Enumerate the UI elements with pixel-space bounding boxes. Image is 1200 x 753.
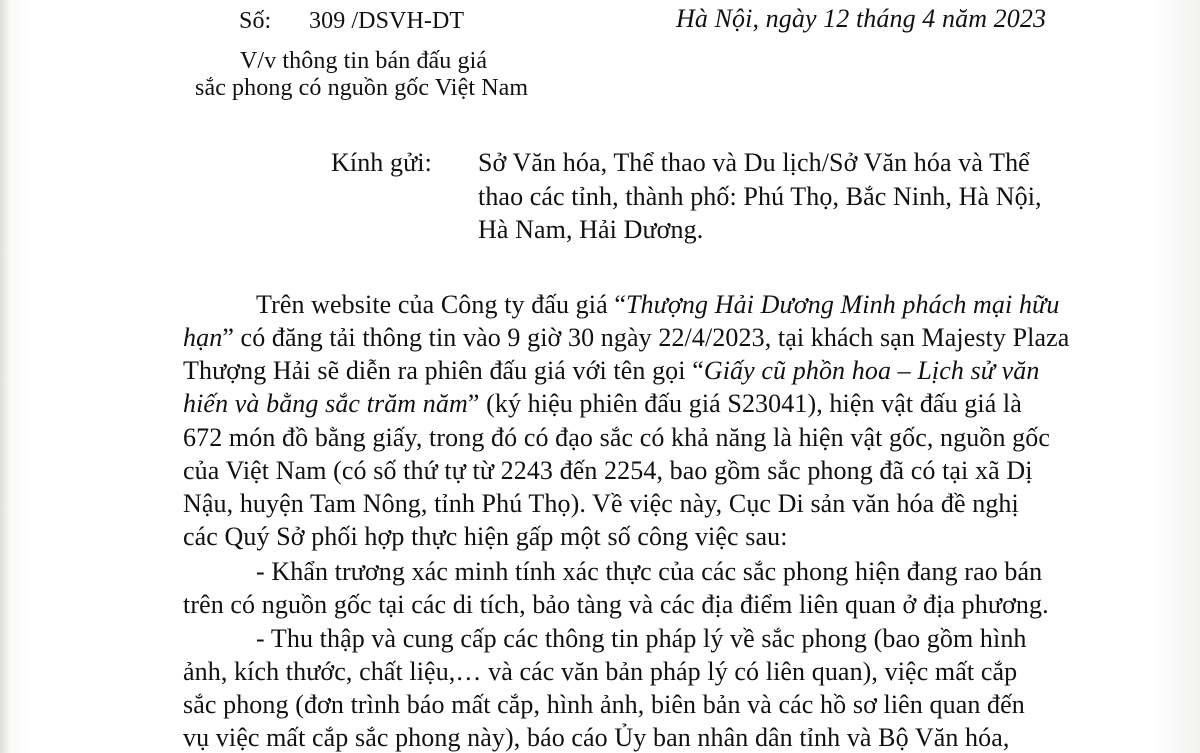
subject-line-1: V/v thông tin bán đấu giá (240, 48, 488, 74)
company-name-italic: Thượng Hải Dương Minh phách mại hữu (625, 290, 1060, 319)
body-text: ” có đăng tải thông tin vào 9 giờ 30 ngày 22/4/2023, tại khách sạn Majesty Plaza (222, 323, 1070, 352)
body-line-4 (183, 389, 1022, 419)
date-line: Hà Nội, ngày 12 tháng 4 năm 2023 (676, 4, 1047, 33)
auction-title-italic: Giấy cũ phồn hoa – Lịch sử văn (703, 356, 1040, 385)
body-line-6: của Việt Nam (có số thứ tự từ 2243 đến 2254, bao gồm sắc phong đã có tại xã Dị (183, 456, 1033, 485)
doc-number-label: Số: (239, 8, 272, 34)
recipient-line-3: Hà Nam, Hải Dương. (478, 215, 704, 244)
body-line-3 (183, 356, 1040, 386)
doc-number: 309 /DSVH-DT (309, 8, 465, 34)
bullet-2-line-4: vụ việc mất cắp sắc phong này), báo cáo Ủy ban nhân dân tỉnh và Bộ Văn hóa, (183, 723, 1010, 752)
body-text: Thượng Hải sẽ diễn ra phiên đấu giá với tên gọi “ (183, 356, 704, 385)
bullet-1-line-1: - Khẩn trương xác minh tính xác thực của các sắc phong hiện đang rao bán (256, 557, 1043, 586)
body-line-5: 672 món đồ bằng giấy, trong đó có đạo sắc có khả năng là hiện vật gốc, nguồn gốc (183, 423, 1050, 452)
body-text: ” (ký hiệu phiên đấu giá S23041), hiện vật đấu giá là (467, 389, 1022, 418)
bullet-2-line-2: ảnh, kích thước, chất liệu,… và các văn bản pháp lý có liên quan), việc mất cắp (183, 657, 1018, 686)
bullet-1-line-2: trên có nguồn gốc tại các di tích, bảo tàng và các địa điểm liên quan ở địa phương. (183, 590, 1049, 619)
page-edge-shadow (0, 0, 10, 753)
auction-title-italic-end: hiến và bằng sắc trăm năm (183, 389, 468, 418)
bullet-2-line-1: - Thu thập và cung cấp các thông tin pháp lý về sắc phong (bao gồm hình (256, 624, 1027, 653)
bullet-2-line-3: sắc phong (đơn trình báo mất cắp, hình ảnh, biên bản và các hồ sơ liên quan đến (183, 690, 1025, 719)
body-text: Trên website của Công ty đấu giá “ (256, 290, 626, 319)
body-line-8: các Quý Sở phối hợp thực hiện gấp một số công việc sau: (183, 522, 788, 551)
company-name-italic-end: hạn (183, 323, 223, 352)
recipient-line-2: thao các tỉnh, thành phố: Phú Thọ, Bắc Ninh, Hà Nội, (478, 182, 1042, 211)
body-line-7: Nậu, huyện Tam Nông, tỉnh Phú Thọ). Về việc này, Cục Di sản văn hóa đề nghị (183, 489, 1019, 518)
recipient-label: Kính gửi: (331, 148, 432, 177)
body-line-2 (183, 323, 1069, 353)
body-line-1 (256, 290, 1059, 320)
subject-line-2: sắc phong có nguồn gốc Việt Nam (195, 75, 529, 101)
recipient-line-1: Sở Văn hóa, Thể thao và Du lịch/Sở Văn hóa và Thể (478, 148, 1030, 177)
